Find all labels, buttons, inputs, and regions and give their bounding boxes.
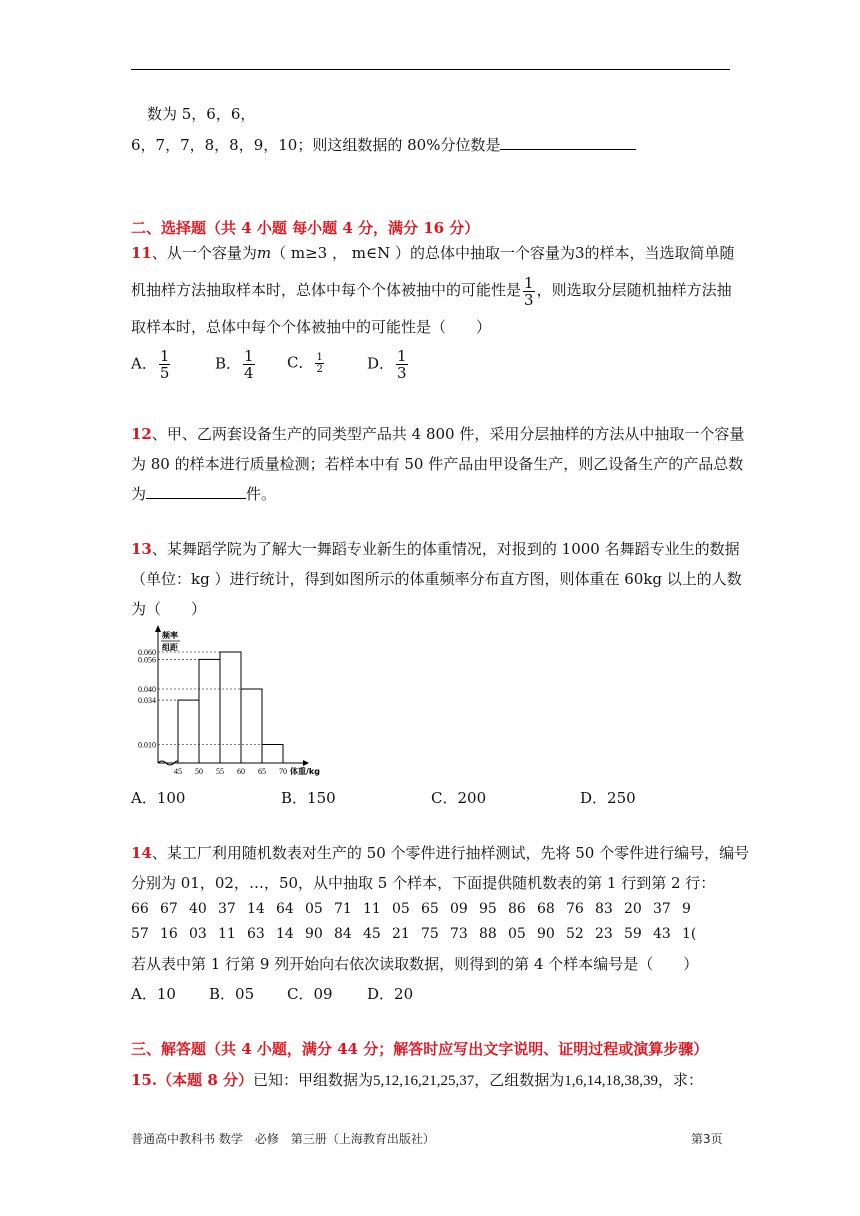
q14-option-a[interactable]: A．10 [131, 985, 176, 1003]
histogram-bar [241, 689, 262, 763]
random-number-cell: 66 [131, 901, 149, 917]
random-number-cell: 59 [624, 926, 642, 942]
q10-line2 [131, 135, 636, 155]
y-tick-label: 0.056 [138, 655, 156, 665]
q15-data-a: 5,12,16,21,25,37 [373, 1073, 475, 1089]
q11-line2 [131, 272, 732, 308]
q11-option-c-frac: $\frac{1}{2}$ [316, 352, 323, 375]
y-tick-label: 0.040 [138, 685, 156, 694]
random-number-cell: 37 [653, 901, 671, 917]
q10-line2-text: 6，7，7，8，8，9，10；则这组数据的 80%分位数是 [131, 136, 501, 154]
footer-page-number: 第3页 [691, 1132, 723, 1146]
q14-number: 14 [131, 844, 152, 862]
random-number-cell: 05 [392, 901, 410, 917]
random-number-cell: 9 [682, 901, 691, 917]
q15-text-a: 已知：甲组数据为 [253, 1071, 374, 1089]
random-number-cell: 14 [247, 901, 265, 917]
histogram-bar [220, 652, 241, 763]
y-tick-label: 0.010 [138, 740, 156, 750]
q15-tag: （本题 8 分） [157, 1071, 253, 1089]
q11-text-a: 、从一个容量为 [151, 244, 257, 262]
histogram-bar [178, 700, 199, 763]
random-number-cell: 1( [682, 926, 697, 942]
random-number-cell: 14 [276, 926, 294, 942]
random-number-cell: 40 [189, 901, 207, 917]
random-number-cell: 11 [363, 901, 381, 917]
q11-fraction: $\frac{1}{3}$ [524, 273, 534, 309]
q10-answer-blank[interactable] [500, 135, 636, 150]
random-number-cell: 71 [334, 901, 352, 917]
q11-option-b-frac: $\frac{1}{4}$ [244, 347, 254, 382]
q14-option-c[interactable]: C．09 [287, 985, 333, 1003]
random-number-cell: 43 [653, 926, 671, 942]
random-number-cell: 52 [566, 926, 584, 942]
footer-book-title: 普通高中教科书 数学 必修 第三册（上海教育出版社） [131, 1132, 435, 1146]
x-tick-label: 65 [258, 767, 266, 776]
q11-line1 [131, 243, 735, 263]
q12-line3-a: 为 [131, 485, 147, 503]
q11-option-c[interactable]: C． $\frac{1}{2}$ [287, 352, 323, 375]
random-number-cell: 16 [160, 926, 178, 942]
random-number-cell: 86 [508, 901, 526, 917]
q12-line2: 为 80 的样本进行质量检测；若样本中有 50 件产品由甲设备生产，则乙设备生产的产品总数 [131, 455, 744, 473]
q11-option-b[interactable]: B． $\frac{1}{4}$ [215, 347, 254, 382]
q13-option-d[interactable]: D．250 [580, 789, 636, 807]
x-tick-label: 70 [279, 767, 287, 776]
random-number-cell: 84 [334, 926, 352, 942]
random-number-cell: 83 [595, 901, 613, 917]
y-label-bottom: 组距 [162, 643, 178, 652]
histogram-chart [128, 622, 338, 780]
q11-option-a[interactable]: A． $\frac{1}{5}$ [131, 347, 170, 382]
q15-line1 [131, 1070, 703, 1091]
q14-line1-text: 、某工厂利用随机数表对生产的 50 个零件进行抽样测试，先将 50 个零件进行编号，编号 [151, 844, 750, 862]
q13-option-c[interactable]: C．200 [431, 789, 487, 807]
q14-line1 [131, 843, 749, 863]
q13-number: 13 [131, 540, 152, 558]
q13-line1 [131, 539, 740, 559]
q11-paren: （ m≥3 ， m∈N ） [271, 244, 410, 262]
random-number-cell: 05 [305, 901, 323, 917]
q15-number: 15. [131, 1071, 158, 1089]
q11-text-b: 的总体中抽取一个容量为3的样本，当选取简单随 [410, 244, 735, 262]
section2-title: 二、选择题（共 4 小题 每小题 4 分，满分 16 分） [131, 219, 480, 237]
random-number-cell: 65 [421, 901, 439, 917]
x-tick-label: 50 [195, 767, 203, 776]
random-number-cell: 23 [595, 926, 613, 942]
q11-line3: 取样本时，总体中每个个体被抽中的可能性是（ ） [131, 318, 492, 336]
random-number-cell: 75 [421, 926, 439, 942]
random-number-cell: 67 [160, 901, 178, 917]
q14-line2: 分别为 01，02，…，50，从中抽取 5 个样本，下面提供随机数表的第 1 行到第 2 行： [131, 874, 716, 892]
q12-line1-text: 、甲、乙两套设备生产的同类型产品共 4 800 件，采用分层抽样的方法从中抽取一个容量 [151, 425, 745, 443]
q15-data-b: 1,6,14,18,38,39 [564, 1073, 659, 1089]
q11-m: m [256, 244, 272, 262]
q12-answer-blank[interactable] [146, 484, 246, 499]
random-number-cell: 95 [479, 901, 497, 917]
y-axis-arrow [155, 625, 161, 632]
y-tick-label: 0.034 [138, 696, 156, 706]
random-number-cell: 21 [392, 926, 410, 942]
q11-option-d-frac: $\frac{1}{3}$ [397, 347, 407, 382]
q12-number: 12 [131, 425, 152, 443]
x-axis-label: 体重/kg [290, 767, 320, 776]
random-number-cell: 05 [508, 926, 526, 942]
random-number-cell: 90 [305, 926, 323, 942]
q14-option-b[interactable]: B．05 [209, 985, 255, 1003]
x-tick-label: 60 [237, 767, 245, 776]
random-number-cell: 03 [189, 926, 207, 942]
header-rule [131, 69, 730, 70]
section3-title: 三、解答题（共 4 小题，满分 44 分；解答时应写出文字说明、证明过程或演算步骤） [131, 1040, 709, 1058]
random-number-cell: 63 [247, 926, 265, 942]
random-number-cell: 37 [218, 901, 236, 917]
q13-option-b[interactable]: B．150 [281, 789, 336, 807]
q13-option-a[interactable]: A．100 [131, 789, 186, 807]
q11-line2-b: ，则选取分层随机抽样方法抽 [536, 281, 732, 299]
random-number-cell: 09 [450, 901, 468, 917]
random-table-row2 [131, 926, 730, 942]
q13-line3: 为（ ） [131, 600, 207, 618]
random-table-row1 [131, 901, 730, 917]
x-axis-arrow [303, 760, 309, 766]
x-tick-label: 55 [216, 767, 224, 776]
y-tick-label: 0.060 [138, 648, 156, 657]
x-tick-label: 45 [174, 767, 182, 776]
random-number-cell: 64 [276, 901, 294, 917]
random-number-cell: 76 [566, 901, 584, 917]
random-number-cell: 73 [450, 926, 468, 942]
histogram-bar [199, 659, 220, 763]
q13-line2: （单位：kg ）进行统计，得到如图所示的体重频率分布直方图，则体重在 60kg 以上的人数 [131, 570, 742, 588]
q12-line3-b: 件。 [246, 485, 277, 503]
random-number-cell: 45 [363, 926, 381, 942]
random-number-cell: 88 [479, 926, 497, 942]
q15-text-c: ，求： [658, 1071, 704, 1089]
q11-line2-a: 机抽样方法抽取样本时，总体中每个个体被抽中的可能性是 [131, 281, 522, 299]
q11-option-d[interactable]: D． $\frac{1}{3}$ [367, 347, 407, 382]
random-number-cell: 57 [131, 926, 149, 942]
q15-text-b: ，乙组数据为 [474, 1071, 565, 1089]
q10-line1: 数为 5，6，6， [147, 105, 256, 123]
q12-line3 [131, 484, 276, 504]
q14-option-d[interactable]: D．20 [367, 985, 414, 1003]
random-number-cell: 11 [218, 926, 236, 942]
q13-line1-text: 、某舞蹈学院为了解大一舞蹈专业新生的体重情况，对报到的 1000 名舞蹈专业生的数据 [151, 540, 740, 558]
histogram-bar [262, 745, 283, 764]
q14-line3: 若从表中第 1 行第 9 列开始向右依次读取数据，则得到的第 4 个样本编号是（ ） [131, 955, 699, 973]
random-number-cell: 68 [537, 901, 555, 917]
y-label-top: 频率 [162, 631, 178, 640]
q12-line1 [131, 424, 744, 444]
q11-number: 11 [131, 244, 152, 262]
random-number-cell: 20 [624, 901, 642, 917]
random-number-cell: 90 [537, 926, 555, 942]
q11-option-a-frac: $\frac{1}{5}$ [159, 347, 170, 382]
